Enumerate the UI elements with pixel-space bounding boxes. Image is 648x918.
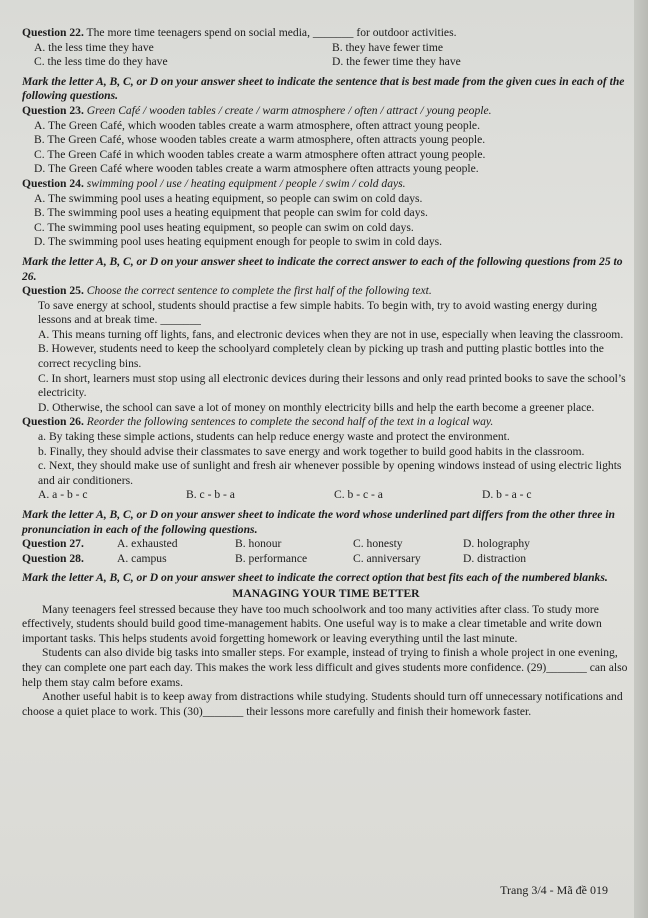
q23-option-b: B. The Green Café, whose wooden tables create a warm atmosphere, often attracts young people. — [34, 133, 486, 147]
instruction-pronunciation: Mark the letter A, B, C, or D on your answer sheet to indicate the word whose underlined part differs from the other three in pronunciation in each of the following questions. — [22, 508, 615, 536]
page-footer: Trang 3/4 - Mã đề 019 — [500, 883, 608, 898]
passage-title: MANAGING YOUR TIME BETTER — [232, 586, 420, 600]
q28-label: Question 28. — [22, 551, 84, 565]
q23-option-c: C. The Green Café in which wooden tables create a warm atmosphere often attract young people. — [34, 147, 486, 161]
q28-option-a: A. campus — [117, 551, 167, 565]
q26-stem — [22, 415, 630, 430]
q26-option-c: C. b - c - a — [334, 488, 383, 502]
q24-cue: swimming pool / use / heating equipment / people / swim / cold days. — [86, 176, 406, 190]
q26-text: Reorder the following sentences to complete the second half of the text in a logical way. — [86, 415, 494, 429]
q24-stem — [22, 177, 630, 192]
q27-option-a: A. exhausted — [117, 537, 178, 551]
instruction-sentence-building: Mark the letter A, B, C, or D on your answer sheet to indicate the sentence that is best made from the given cues in each of the following questions. — [22, 74, 625, 103]
q23-cue: Green Café / wooden tables / create / warm atmosphere / often / attract / young people. — [86, 103, 492, 117]
q28-option-c: C. anniversary — [353, 551, 421, 565]
q25-text: Choose the correct sentence to complete the first half of the following text. — [86, 284, 432, 298]
q25-label: Question 25. — [22, 284, 84, 298]
q23-label: Question 23. — [22, 103, 84, 117]
q25-option-b: B. However, students need to keep the schoolyard completely clean by picking up trash and putting plastic bottles into the correct recycling bins. — [38, 342, 604, 371]
q26-item-b: b. Finally, they should advise their classmates to save energy and work together to build good habits in the classroom. — [38, 444, 585, 458]
q26-option-b: B. c - b - a — [186, 488, 235, 502]
q23-option-a: A. The Green Café, which wooden tables create a warm atmosphere, often attract young people. — [34, 118, 480, 132]
q22-option-d: D. the fewer time they have — [332, 55, 461, 69]
q24-option-a: A. The swimming pool uses a heating equipment, so people can swim on cold days. — [34, 191, 423, 205]
q22-options-row2 — [22, 55, 630, 70]
q28-option-b: B. performance — [235, 551, 308, 565]
passage-paragraph-2: Students can also divide big tasks into smaller steps. For example, instead of trying to finish a whole project in one evening, they can complete one part each day. This makes the work less difficult and gives students more confidence. (29)_______ can also help them stay calm before exams. — [22, 646, 628, 689]
passage-paragraph-1: Many teenagers feel stressed because they have too much schoolwork and too many activities after class. To study more effectively, students should build good time-management habits. One useful way is to make a clear timetable and write down important tasks. This helps students avoid forgetting homework or leaving everything until the last minute. — [22, 602, 602, 645]
passage-paragraph-3: Another useful habit is to keep away from distractions while studying. Students should turn off unnecessary notifications and choose a quiet place to work. This (30)_______ their lessons more carefully and finish their homework faster. — [22, 690, 623, 718]
q24-option-b: B. The swimming pool uses a heating equipment that people can swim for cold days. — [34, 206, 428, 220]
q22-option-a: A. the less time they have — [34, 40, 154, 54]
q27-option-c: C. honesty — [353, 537, 403, 551]
q27-row — [22, 537, 630, 552]
q25-stem — [22, 284, 630, 299]
q23-option-d: D. The Green Café where wooden tables create a warm atmosphere often attracts young people. — [34, 162, 479, 176]
q24-label: Question 24. — [22, 176, 84, 190]
q25-passage: To save energy at school, students should practise a few simple habits. To begin with, try to avoid wasting energy during lessons and at break time. _______ — [38, 298, 597, 327]
page-edge-shadow — [634, 0, 648, 918]
q26-option-d: D. b - a - c — [482, 488, 532, 502]
q22-stem — [22, 26, 630, 41]
q22-label: Question 22. — [22, 26, 84, 39]
q27-option-b: B. honour — [235, 537, 282, 551]
q28-row — [22, 552, 630, 567]
q26-option-a: A. a - b - c — [38, 488, 88, 502]
q22-text: The more time teenagers spend on social media, _______ for outdoor activities. — [86, 26, 457, 39]
q27-label: Question 27. — [22, 537, 84, 551]
q26-item-c: c. Next, they should make use of sunlight and fresh air whenever possible by opening windows instead of using electric lights and air conditioners. — [38, 459, 622, 487]
q23-stem — [22, 104, 630, 119]
q25-option-a: A. This means turning off lights, fans, and electronic devices when they are not in use, especially when leaving the classroom. — [38, 327, 624, 341]
q22-option-c: C. the less time do they have — [34, 55, 168, 69]
q28-option-d: D. distraction — [463, 551, 527, 565]
instruction-numbered-blanks: Mark the letter A, B, C, or D on your answer sheet to indicate the correct option that best fits each of the numbered blanks. — [22, 571, 608, 585]
q25-option-d: D. Otherwise, the school can save a lot of money on monthly electricity bills and help the earth become a greener place. — [38, 400, 595, 414]
q26-label: Question 26. — [22, 415, 84, 429]
instruction-q25-26: Mark the letter A, B, C, or D on your answer sheet to indicate the correct answer to each of the following questions from 25 to 26. — [22, 254, 623, 283]
q24-option-c: C. The swimming pool uses heating equipment, so people can swim on cold days. — [34, 220, 414, 234]
q22-option-b: B. they have fewer time — [332, 40, 444, 54]
q25-option-c: C. In short, learners must stop using all electronic devices during their lessons and only read printed books to save the school’s electricity. — [38, 371, 626, 400]
q22-options-row1 — [22, 41, 630, 56]
q24-option-d: D. The swimming pool uses heating equipment enough for people to swim in cold days. — [34, 235, 443, 249]
q26-item-a: a. By taking these simple actions, students can help reduce energy waste and protect the environment. — [38, 430, 510, 444]
q26-options — [22, 488, 630, 503]
q27-option-d: D. holography — [463, 537, 530, 551]
